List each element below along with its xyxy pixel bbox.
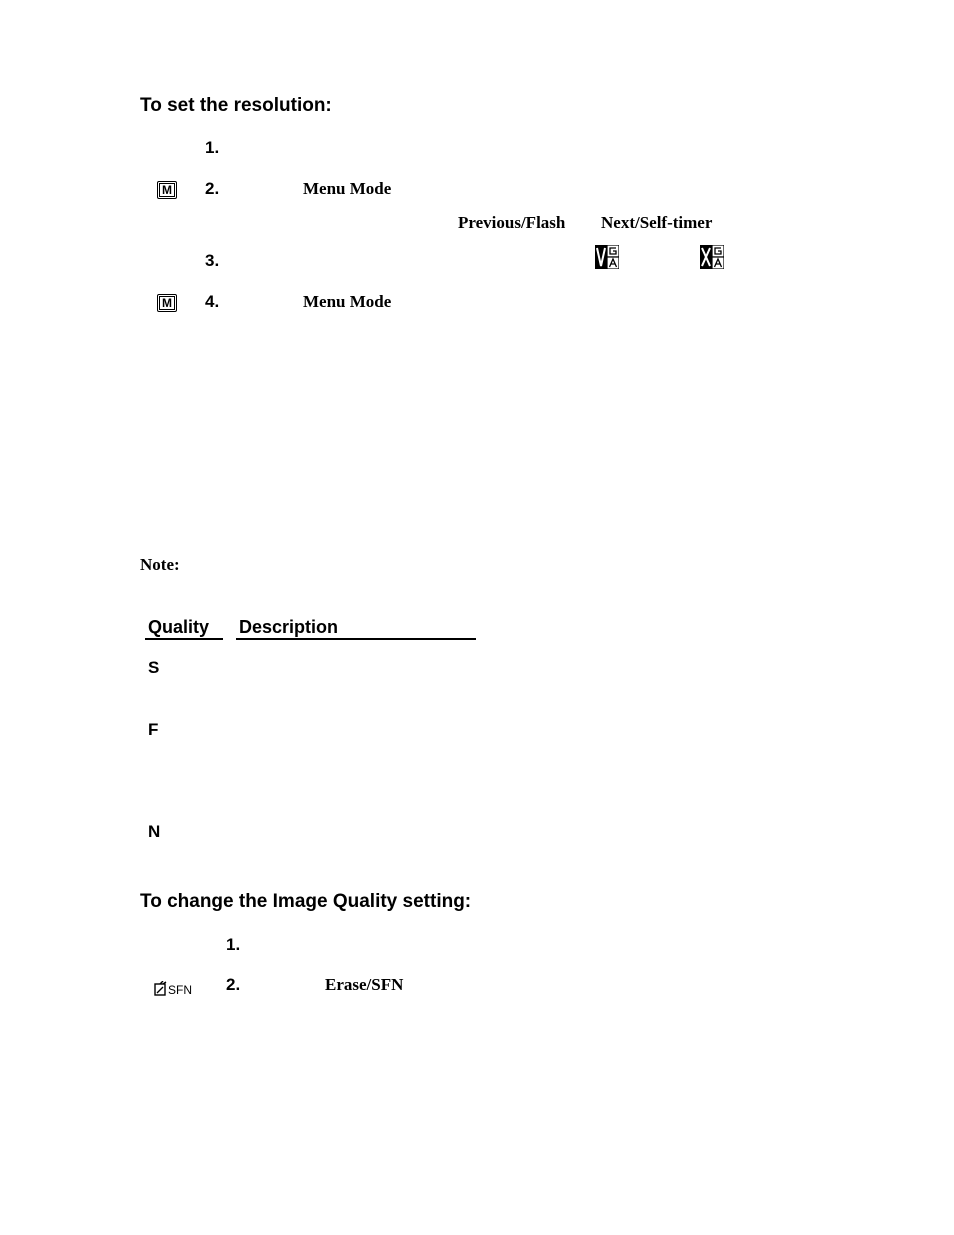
menu-mode-icon: M: [157, 294, 177, 312]
quality-value: F: [148, 720, 159, 739]
menu-mode-term: Menu Mode: [303, 292, 392, 311]
resolution-step-4-number: 4.: [205, 292, 220, 311]
svg-text:SFN: SFN: [168, 983, 192, 997]
erase-sfn-term: Erase/SFN: [325, 975, 404, 994]
quality-value: S: [148, 658, 160, 677]
erase-sfn-icon: [154, 981, 204, 997]
vga-icon: [595, 245, 619, 269]
xga-icon: [700, 245, 724, 269]
quality-value: N: [148, 822, 161, 841]
resolution-step-3-number: 3.: [205, 251, 220, 270]
resolution-step-1-number: 1.: [205, 138, 220, 157]
image-quality-step-1-number: 1.: [226, 935, 241, 954]
menu-mode-icon: M: [157, 181, 177, 199]
resolution-heading: To set the resolution:: [140, 95, 332, 116]
image-quality-heading: To change the Image Quality setting:: [140, 891, 472, 912]
next-self-timer-term: Next/Self-timer: [601, 213, 713, 232]
resolution-step-2-number: 2.: [205, 179, 220, 198]
previous-flash-term: Previous/Flash: [458, 213, 566, 232]
table-header-description: Description: [236, 617, 476, 640]
image-quality-step-2-number: 2.: [226, 975, 241, 994]
menu-mode-term: Menu Mode: [303, 179, 392, 198]
note-label: Note:: [140, 555, 180, 574]
table-header-quality: Quality: [145, 617, 223, 640]
